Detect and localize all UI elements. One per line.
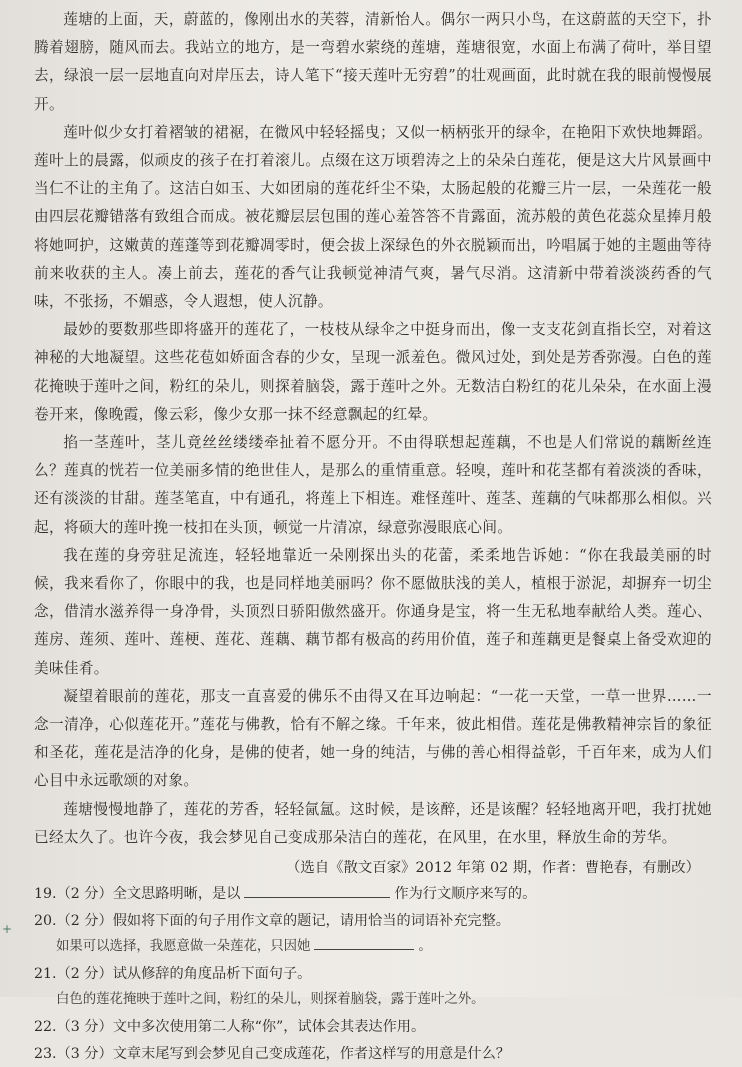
- sentence-after: 。: [418, 939, 432, 955]
- question-number: 20.: [34, 912, 57, 929]
- question-20-sentence: [34, 934, 712, 961]
- answer-blank-20[interactable]: [314, 935, 414, 950]
- question-text-before: 全文思路明晰，是以: [112, 886, 241, 903]
- question-score: （2 分）: [56, 886, 113, 903]
- question-number: 19.: [34, 886, 57, 903]
- question-text: 试从修辞的角度品析下面句子。: [112, 965, 312, 982]
- source-note: （选自《散文百家》2012 年第 02 期，作者：曹艳春，有删改）: [285, 860, 700, 877]
- passage-paragraph-2: 莲叶似少女打着褶皱的裙裾，在微风中轻轻摇曳；又似一柄柄张开的绿伞，在艳阳下欢快地舞蹈。莲叶上的晨露，似顽皮的孩子在打着滚儿。点缀在这万顷碧涛之上的朵朵白莲花，便是这大片风景画中当仁不让的主角了。这洁白如玉、大如团扇的莲花纤尘不染，太肠起般的花瓣三片一层，一朵莲花一般由四层花瓣错落有致组合而成。被花瓣层层包围的莲心羞答答不肯露面，流苏般的黄色花蕊众星捧月般将她呵护，这嫩黄的莲蓬等到花瓣凋零时，便会拔上深绿色的外衣脱颖而出，吟唱属于她的主题曲等待前来收获的主人。凑上前去，莲花的香气让我顿觉神清气爽，暑气尽消。这清新中带着淡淡药香的气味，不张扬，不媚惑，令人遐想，使人沉静。: [34, 123, 712, 311]
- question-score: （2 分）: [56, 965, 113, 982]
- question-text: 假如将下面的句子用作文章的题记，请用恰当的词语补充完整。: [112, 912, 510, 929]
- passage-paragraph-6: 凝望着眼前的莲花，那支一直喜爱的佛乐不由得又在耳边响起：“一花一天堂，一草一世界……一念一清净，心似莲花开。”莲花与佛教，恰有不解之缘。千年来，彼此相借。莲花是佛教精神宗旨的象征和圣花，莲花是洁净的化身，是佛的使者，她一身的纯洁，与佛的善心相得益彰，千百年来，成为人们心目中永远歌颂的对象。: [34, 687, 712, 790]
- answer-blank-19[interactable]: [244, 883, 390, 898]
- question-21: [34, 961, 712, 988]
- question-score: （2 分）: [56, 912, 113, 929]
- question-number: 21.: [34, 965, 57, 982]
- passage-paragraph-1: 莲塘的上面，天，蔚蓝的，像刚出水的芙蓉，清新怡人。偶尔一两只小鸟，在这蔚蓝的天空下，扑腾着翅膀，随风而去。我站立的地方，是一弯碧水萦绕的莲塘，莲塘很宽，水面上布满了荷叶，举目望去，绿浪一层一层地直向对岸压去，诗人笔下“接天莲叶无穷碧”的壮观画面，此时就在我的眼前慢慢展开。: [34, 11, 712, 113]
- question-text: 文章末尾写到会梦见自己变成莲花，作者这样写的用意是什么？: [112, 1045, 510, 1062]
- question-20: [34, 908, 712, 935]
- question-number: 23.: [34, 1045, 57, 1062]
- question-19: [34, 881, 712, 908]
- sentence-before: 如果可以选择，我愿意做一朵莲花，只因她: [56, 939, 311, 955]
- question-text: 文中多次使用第二人称“你”，试体会其表达作用。: [112, 1019, 426, 1036]
- question-number: 22.: [34, 1019, 57, 1036]
- question-score: （3 分）: [56, 1019, 113, 1036]
- passage-paragraph-4: 掐一茎莲叶，茎儿竟丝丝缕缕牵扯着不愿分开。不由得联想起莲藕，不也是人们常说的藕断丝连么？莲真的恍若一位美丽多情的绝世佳人，是那么的重情重意。轻嗅，莲叶和花茎都有着淡淡的香味，还有淡淡的甘甜。莲茎笔直，中有通孔，将莲上下相连。难怪莲叶、莲茎、莲藕的气味都那么相似。兴起，将硕大的莲叶挽一枝扣在头顶，顿觉一片清凉，绿意弥漫眼底心间。: [34, 434, 712, 536]
- question-22: [34, 1014, 712, 1041]
- question-23: [34, 1041, 712, 1067]
- margin-pencil-mark: +: [2, 922, 13, 936]
- question-score: （3 分）: [56, 1045, 113, 1062]
- question-21-sentence: 白色的莲花掩映于莲叶之间，粉红的朵儿，则探着脑袋，露于莲叶之外。: [56, 992, 485, 1008]
- question-text-after: 作为行文顺序来写的。: [394, 886, 537, 903]
- passage-paragraph-5: 我在莲的身旁驻足流连，轻轻地靠近一朵刚探出头的花蕾，柔柔地告诉她：“你在我最美丽的时候，我来看你了，你眼中的我，也是同样地美丽吗？你不愿做肤浅的美人，植根于淤泥，却摒弃一切尘念，借清水滋养得一身净骨，头顶烈日骄阳傲然盛开。你通身是宝，将一生无私地奉献给人类。莲心、莲房、莲须、莲叶、莲梗、莲花、莲藕、藕节都有极高的药用价值，莲子和莲藕更是餐桌上备受欢迎的美味佳肴。: [34, 546, 712, 677]
- passage-paragraph-7: 莲塘慢慢地静了，莲花的芳香，轻轻氤氲。这时候，是该醉，还是该醒？轻轻地离开吧，我打扰她已经太久了。也许今夜，我会梦见自己变成那朵洁白的莲花，在风里，在水里，释放生命的芳华。: [34, 800, 712, 846]
- passage-paragraph-3: 最妙的要数那些即将盛开的莲花了，一枝枝从绿伞之中挺身而出，像一支支花剑直指长空，对着这神秘的大地凝望。这些花苞如娇面含春的少女，呈现一派羞色。微风过处，到处是芳香弥漫。白色的莲花掩映于莲叶之间，粉红的朵儿，则探着脑袋，露于莲叶之外。无数洁白粉红的花儿朵朵，在水面上漫卷开来，像晚霞，像云彩，像少女那一抹不经意飘起的红晕。: [34, 321, 712, 423]
